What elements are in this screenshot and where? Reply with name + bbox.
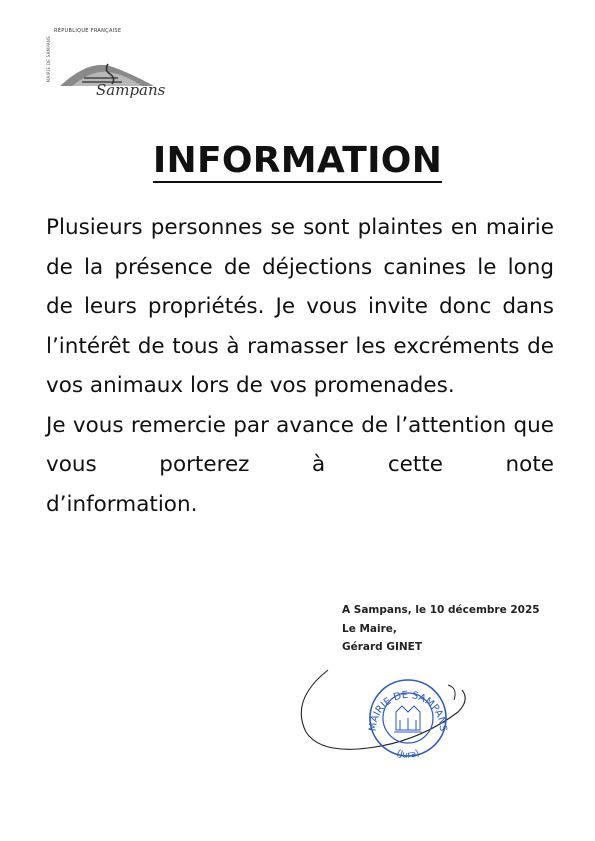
signature-role: Le Maire, (342, 622, 397, 635)
letterhead-logo (46, 28, 166, 103)
letterhead-side-text: MAIRIE DE SAMPANS (46, 36, 51, 83)
signature-block (342, 601, 540, 657)
stamp-emblem-icon (394, 706, 422, 732)
letterhead-town-name: Sampans (96, 81, 166, 99)
letterhead-top-text: RÉPUBLIQUE FRANÇAISE (54, 28, 122, 34)
notice-paragraph-1: Plusieurs personnes se sont plaintes en mairie de la présence de déjections canines le long de leurs propriétés. Je vous invite donc dans l’intérêt de tous à ramasser les excréments de vos animaux lors de vos promenades. (46, 215, 554, 398)
page-title-text: INFORMATION (152, 140, 443, 181)
notice-paragraph-2-end: d’information. (46, 491, 198, 517)
stamp-text: MAIRIE DE SAMPANS (367, 689, 449, 732)
signature-name: Gérard GINET (342, 641, 423, 653)
page-title (0, 140, 595, 182)
stamp-sub-text: (Jura) (394, 748, 422, 761)
notice-paragraph-2: Je vous remercie par avance de l’attention que vous porterez à cette note (46, 412, 554, 477)
signature-place-date: A Sampans, le 10 décembre 2025 (342, 604, 540, 616)
notice-body (46, 208, 554, 524)
official-stamp (298, 660, 478, 770)
svg-text:(Jura) (395, 748, 421, 760)
